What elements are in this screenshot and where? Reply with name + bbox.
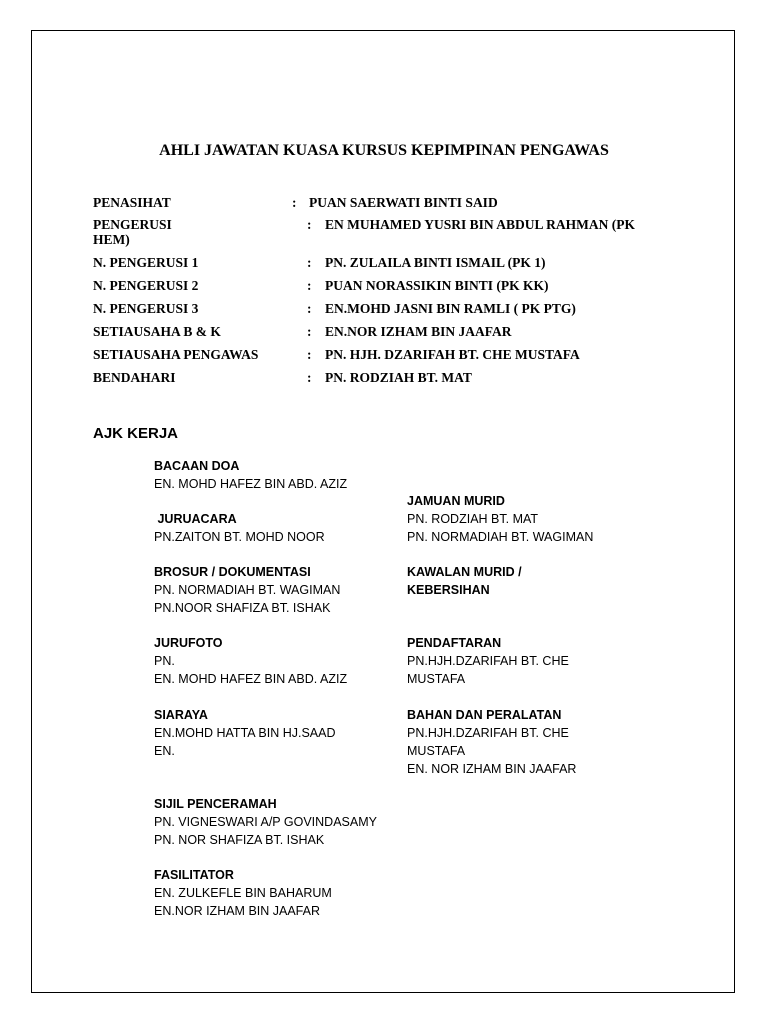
officer-separator: : [307,255,312,270]
justified-word: BT. [520,726,539,740]
duty-member: MUSTAFA [407,744,466,758]
duty-member: EN.MOHD HATTA BIN HJ.SAAD [154,726,336,740]
duty-heading: KAWALAN MURID / [407,565,522,579]
officer-role: SETIAUSAHA PENGAWAS [93,347,259,362]
duty-member: PN.HJH.DZARIFAH BT. CHE [407,654,569,668]
duty-member: PN.ZAITON BT. MOHD NOOR [154,530,325,544]
officer-role: SETIAUSAHA B & K [93,324,221,339]
duty-block-jamuan-murid [407,492,593,546]
duty-block-juruacara [154,510,325,546]
officer-row [0,255,768,275]
duty-heading: KEBERSIHAN [407,583,490,597]
duty-member: PN. [154,654,175,668]
officer-name: EN MUHAMED YUSRI BIN ABDUL RAHMAN (PK [325,217,636,232]
officer-role: PENASIHAT [93,195,171,210]
duty-heading: PENDAFTARAN [407,636,502,650]
officer-name: PUAN SAERWATI BINTI SAID [309,195,498,210]
duty-heading: SIJIL PENCERAMAH [154,797,277,811]
duty-member: EN. MOHD HAFEZ BIN ABD. AZIZ [154,477,348,491]
duty-heading: JAMUAN MURID [407,494,505,508]
duty-block-fasilitator [154,866,332,920]
duty-heading: JURUFOTO [154,636,223,650]
duty-member-justified [407,724,612,742]
officer-name: EN.MOHD JASNI BIN RAMLI ( PK PTG) [325,301,576,316]
duty-member: EN. NOR IZHAM BIN JAAFAR [407,762,577,776]
duty-member: PN. RODZIAH BT. MAT [407,512,539,526]
justified-word: CHE [542,726,569,740]
officer-row [0,370,768,390]
officer-role: N. PENGERUSI 2 [93,278,199,293]
officer-row [0,347,768,367]
officer-row [0,278,768,298]
duty-block-bahan-peralatan [407,706,612,778]
officer-role: N. PENGERUSI 1 [93,255,199,270]
duty-heading: JURUACARA [154,512,237,526]
officer-separator: : [307,370,312,385]
duty-block-siaraya [154,706,336,760]
officer-name: PUAN NORASSIKIN BINTI (PK KK) [325,278,549,293]
officer-name: EN.NOR IZHAM BIN JAAFAR [325,324,512,339]
officer-separator: : [307,347,312,362]
duty-member: PN. VIGNESWARI A/P GOVINDASAMY [154,815,377,829]
officer-separator: : [307,301,312,316]
duty-member: PN.NOOR SHAFIZA BT. ISHAK [154,601,331,615]
officer-separator: : [292,195,297,210]
duty-heading: BAHAN DAN PERALATAN [407,708,562,722]
officer-name: PN. HJH. DZARIFAH BT. CHE MUSTAFA [325,347,580,362]
officer-role: N. PENGERUSI 3 [93,301,199,316]
duty-member: EN.NOR IZHAM BIN JAAFAR [154,904,320,918]
officer-row [0,195,768,215]
duty-block-brosur [154,563,340,617]
officer-row [0,324,768,344]
duty-block-kawalan-murid [407,563,522,599]
officer-separator: : [307,217,312,232]
duty-block-pendaftaran [407,634,569,688]
duty-block-sijil-penceramah [154,795,377,849]
justified-word: PN.HJH.DZARIFAH [407,726,518,740]
ajk-kerja-heading: AJK KERJA [93,425,179,442]
duty-heading: FASILITATOR [154,868,234,882]
duty-member: PN. NOR SHAFIZA BT. ISHAK [154,833,325,847]
duty-heading: SIARAYA [154,708,208,722]
duty-member: EN. ZULKEFLE BIN BAHARUM [154,886,332,900]
officer-separator: : [307,278,312,293]
officer-name: PN. ZULAILA BINTI ISMAIL (PK 1) [325,255,546,270]
duty-heading: BACAAN DOA [154,459,240,473]
duty-member: EN. MOHD HAFEZ BIN ABD. AZIZ [154,672,348,686]
duty-member: PN. NORMADIAH BT. WAGIMAN [154,583,341,597]
officer-row [0,301,768,321]
duty-heading: BROSUR / DOKUMENTASI [154,565,311,579]
officer-role: BENDAHARI [93,370,176,385]
page-border [31,30,735,993]
duty-member: MUSTAFA [407,672,466,686]
officer-name-continuation: HEM) [93,232,130,247]
officer-role: PENGERUSI [93,217,172,232]
document-title: AHLI JAWATAN KUASA KURSUS KEPIMPINAN PENGAWAS [159,142,609,159]
duty-block-jurufoto [154,634,347,688]
duty-member: EN. [154,744,175,758]
officer-separator: : [307,324,312,339]
duty-member: PN. NORMADIAH BT. WAGIMAN [407,530,594,544]
officer-name: PN. RODZIAH BT. MAT [325,370,472,385]
duty-block-bacaan-doa [154,457,347,493]
